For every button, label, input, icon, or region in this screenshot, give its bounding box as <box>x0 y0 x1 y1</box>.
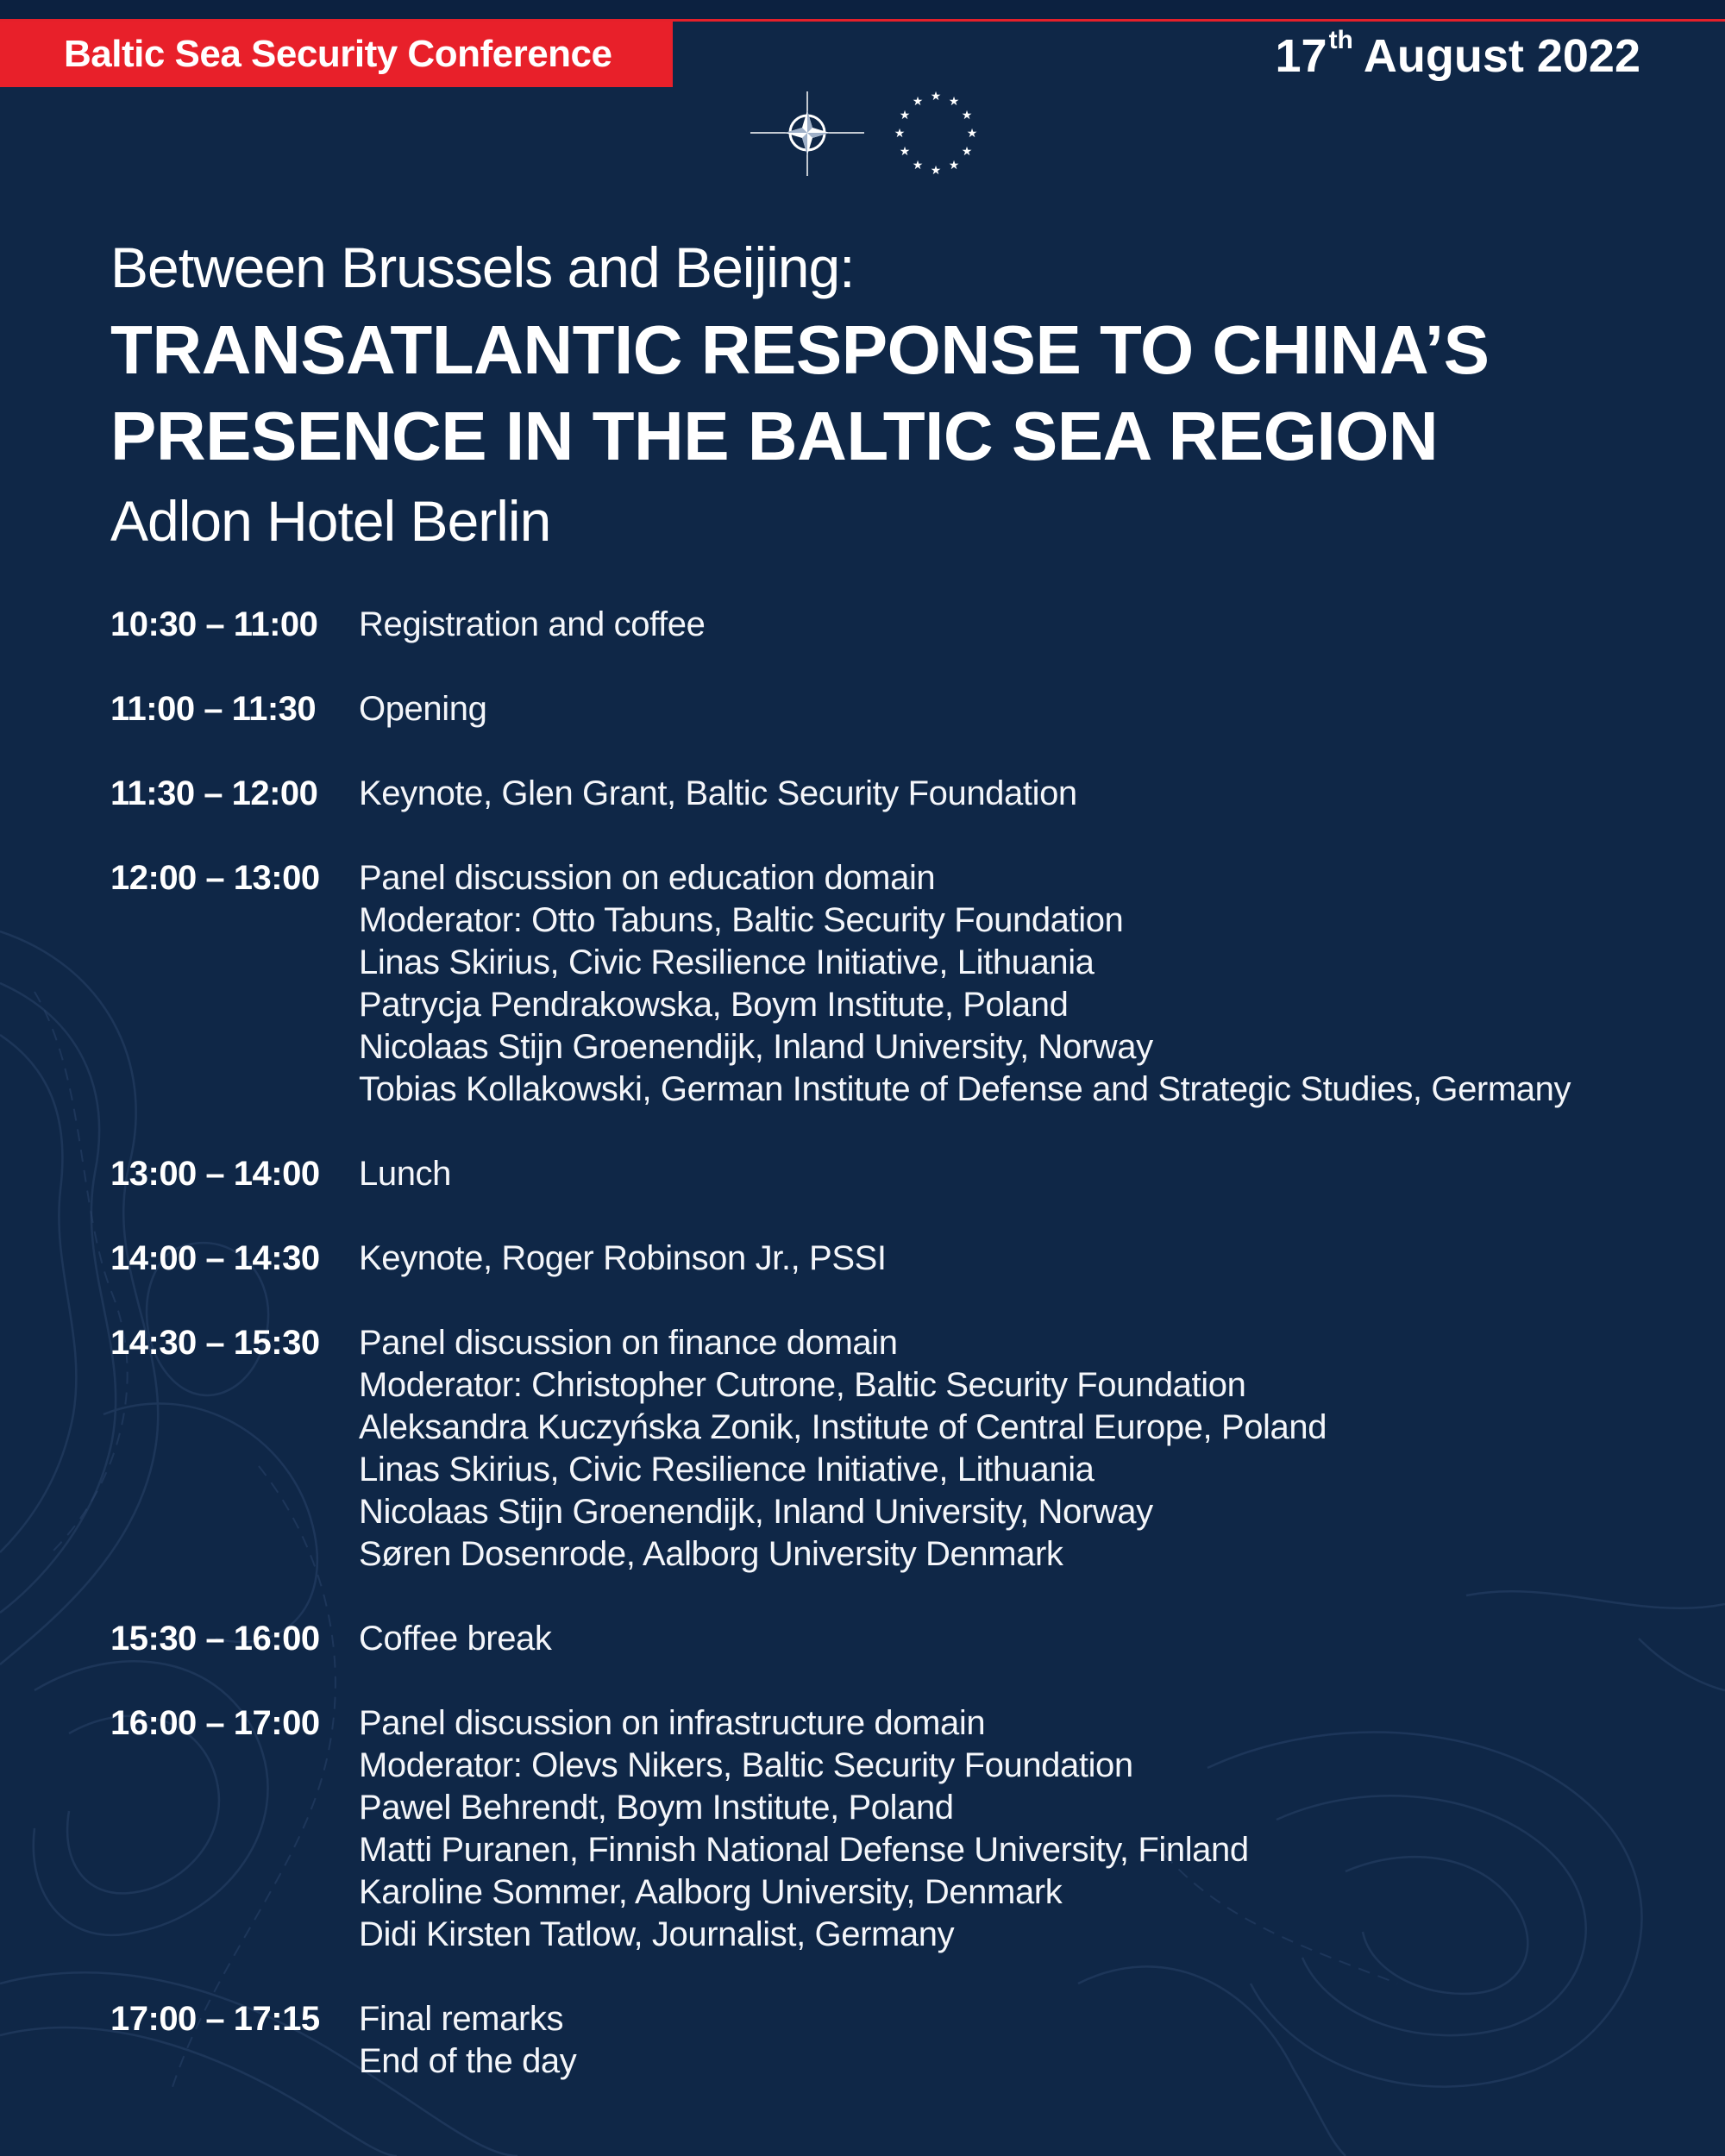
slot-time: 13:00 – 14:00 <box>110 1155 320 1193</box>
slot-time: 10:30 – 11:00 <box>110 605 318 643</box>
nato-compass-star-icon <box>750 91 864 176</box>
event-title-line-1: TRANSATLANTIC RESPONSE TO CHINA’S <box>110 311 1490 388</box>
slot-time: 11:00 – 11:30 <box>110 690 317 728</box>
date-suffix: th <box>1328 26 1353 54</box>
slot-line: Opening <box>359 690 487 728</box>
eu-stars-circle-icon <box>894 90 978 178</box>
slot-line: Tobias Kollakowski, German Institute of Defense and Strategic Studies, Germany <box>359 1070 1571 1108</box>
slot-description <box>359 688 486 730</box>
slot-line: End of the day <box>359 2042 577 2080</box>
agenda-slot <box>110 688 1663 730</box>
agenda-slot <box>110 1238 1663 1280</box>
conference-banner <box>0 22 673 87</box>
agenda-slot <box>110 773 1663 815</box>
svg-text:★: ★ <box>899 109 911 122</box>
slot-line: Linas Skirius, Civic Resilience Initiative, Lithuania <box>359 943 1095 981</box>
slot-description <box>359 1238 887 1280</box>
agenda-slot <box>110 1618 1663 1660</box>
agenda-slot <box>110 1153 1663 1195</box>
slot-line: Nicolaas Stijn Groenendijk, Inland University, Norway <box>359 1493 1153 1531</box>
event-heading <box>110 233 1680 555</box>
slot-time: 16:00 – 17:00 <box>110 1704 320 1742</box>
svg-text:★: ★ <box>894 127 906 141</box>
agenda-schedule <box>110 604 1663 2125</box>
slot-time: 11:30 – 12:00 <box>110 774 318 812</box>
slot-line: Patrycja Pendrakowska, Boym Institute, Poland <box>359 986 1069 1024</box>
top-strip <box>0 0 1725 19</box>
slot-time: 14:30 – 15:30 <box>110 1324 320 1362</box>
event-venue: Adlon Hotel Berlin <box>110 489 551 553</box>
slot-line: Søren Dosenrode, Aalborg University Denmark <box>359 1535 1063 1573</box>
event-date <box>1275 26 1640 83</box>
svg-text:★: ★ <box>961 109 973 122</box>
svg-text:★: ★ <box>912 159 924 172</box>
agenda-slot <box>110 857 1663 1111</box>
slot-line: Panel discussion on infrastructure domain <box>359 1704 986 1742</box>
slot-description <box>359 1153 451 1195</box>
agenda-slot <box>110 604 1663 646</box>
slot-line: Final remarks <box>359 2000 564 2038</box>
slot-line: Registration and coffee <box>359 605 706 643</box>
conference-name: Baltic Sea Security Conference <box>64 33 612 75</box>
slot-time: 14:00 – 14:30 <box>110 1239 320 1277</box>
slot-line: Keynote, Glen Grant, Baltic Security Foundation <box>359 774 1077 812</box>
slot-description <box>359 857 1571 1111</box>
date-month-year: August 2022 <box>1363 30 1640 82</box>
slot-time: 17:00 – 17:15 <box>110 2000 320 2038</box>
slot-line: Moderator: Otto Tabuns, Baltic Security Foundation <box>359 901 1124 939</box>
slot-line: Didi Kirsten Tatlow, Journalist, Germany <box>359 1915 955 1953</box>
slot-line: Keynote, Roger Robinson Jr., PSSI <box>359 1239 887 1277</box>
slot-line: Aleksandra Kuczyńska Zonik, Institute of Central Europe, Poland <box>359 1408 1327 1446</box>
slot-line: Lunch <box>359 1155 451 1193</box>
slot-time: 15:30 – 16:00 <box>110 1620 320 1658</box>
slot-line: Karoline Sommer, Aalborg University, Denmark <box>359 1873 1063 1911</box>
svg-text:★: ★ <box>948 159 960 172</box>
event-subtitle: Between Brussels and Beijing: <box>110 235 855 299</box>
svg-text:★: ★ <box>912 95 924 109</box>
partner-logos <box>750 88 983 183</box>
slot-description <box>359 1618 552 1660</box>
slot-time: 12:00 – 13:00 <box>110 859 320 897</box>
agenda-slot <box>110 1702 1663 1956</box>
svg-text:★: ★ <box>966 127 978 141</box>
slot-line: Coffee break <box>359 1620 552 1658</box>
slot-line: Nicolaas Stijn Groenendijk, Inland University, Norway <box>359 1028 1153 1066</box>
slot-line: Matti Puranen, Finnish National Defense University, Finland <box>359 1831 1249 1869</box>
svg-text:★: ★ <box>948 95 960 109</box>
event-title-line-2: PRESENCE IN THE BALTIC SEA REGION <box>110 398 1439 474</box>
slot-description <box>359 1702 1249 1956</box>
svg-text:★: ★ <box>899 145 911 159</box>
agenda-slot <box>110 1322 1663 1576</box>
svg-text:★: ★ <box>930 164 942 178</box>
svg-text:★: ★ <box>961 145 973 159</box>
slot-line: Linas Skirius, Civic Resilience Initiative, Lithuania <box>359 1451 1095 1489</box>
date-day: 17 <box>1275 30 1327 82</box>
slot-line: Panel discussion on education domain <box>359 859 936 897</box>
slot-line: Moderator: Christopher Cutrone, Baltic Security Foundation <box>359 1366 1246 1404</box>
slot-description <box>359 1998 576 2083</box>
agenda-slot <box>110 1998 1663 2083</box>
slot-line: Panel discussion on finance domain <box>359 1324 898 1362</box>
slot-description <box>359 773 1077 815</box>
slot-description <box>359 604 705 646</box>
slot-description <box>359 1322 1327 1576</box>
slot-line: Pawel Behrendt, Boym Institute, Poland <box>359 1789 954 1827</box>
slot-line: Moderator: Olevs Nikers, Baltic Security Foundation <box>359 1746 1133 1784</box>
svg-text:★: ★ <box>930 90 942 103</box>
